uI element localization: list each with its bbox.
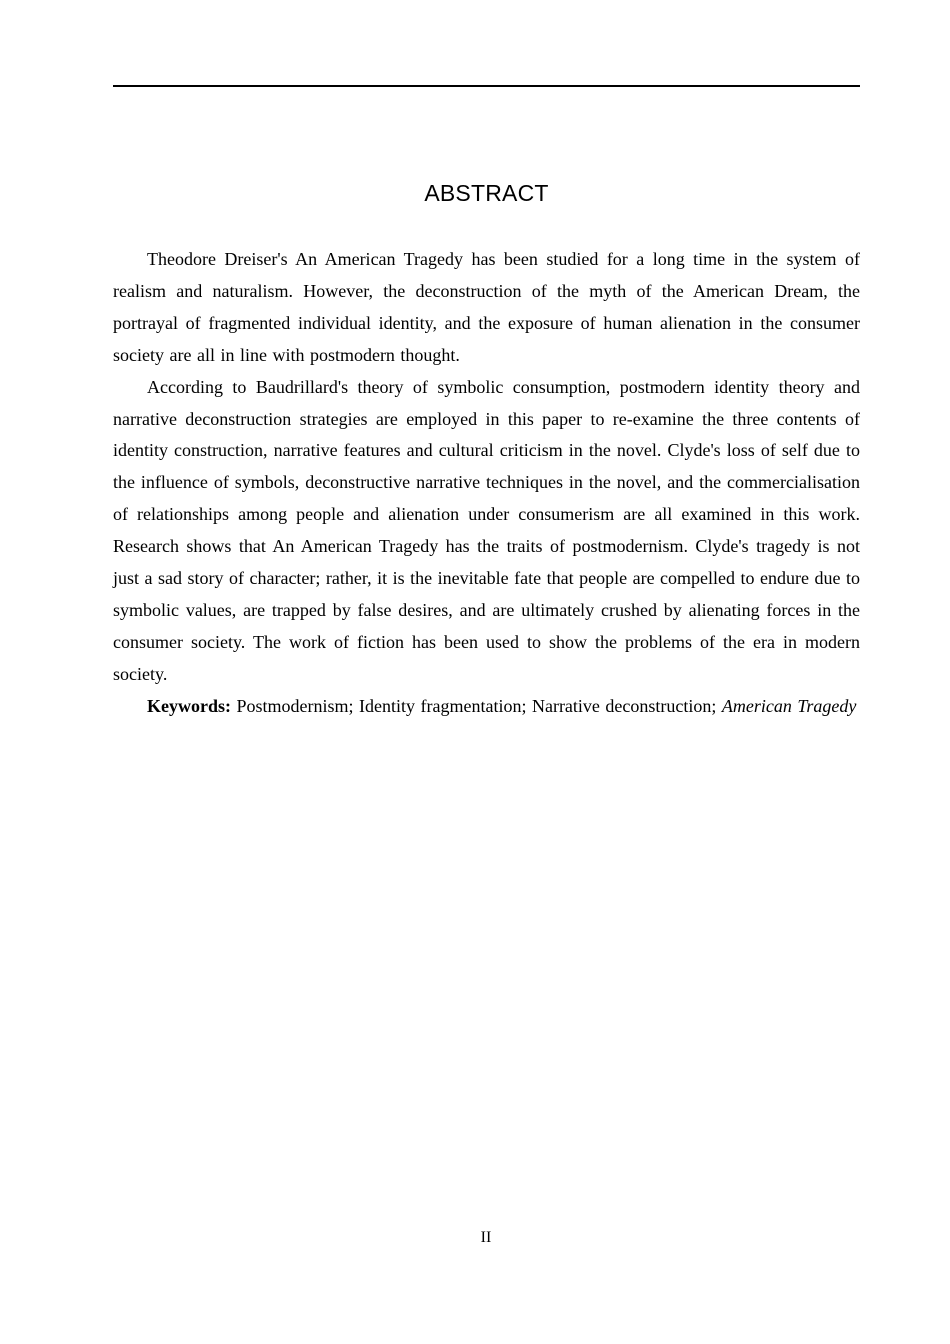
keywords-italic-term: American Tragedy (721, 695, 857, 716)
page-number: II (480, 1229, 492, 1246)
abstract-paragraph-2: According to Baudrillard's theory of symbolic consumption, postmodern identity theory and narrative deconstruction strategies are employed in this paper to re-examine the three contents of identity construction, narrative features and cultural criticism in the novel. Clyde's loss of self due to the influence of symbols, deconstructive narrative techniques in the novel, and the commercialisation of relationships among people and alienation under consumerism are all examined in this work. Research shows that An American Tragedy has the traits of postmodernism. Clyde's tragedy is not just a sad story of character; rather, it is the inevitable fate that people are compelled to endure due to symbolic values, are trapped by false desires, and are ultimately crushed by alienating forces in the consumer society. The work of fiction has been used to show the problems of the era in modern society. (113, 376, 860, 684)
abstract-body (113, 244, 860, 723)
keywords-line (113, 691, 860, 723)
keywords-label: Keywords: (147, 695, 231, 716)
keywords-terms: Postmodernism; Identity fragmentation; Narrative deconstruction; (236, 695, 717, 716)
abstract-title: ABSTRACT (424, 180, 549, 206)
header-rule (113, 85, 860, 87)
abstract-paragraph-1: Theodore Dreiser's An American Tragedy has been studied for a long time in the system of realism and naturalism. However, the deconstruction of the myth of the American Dream, the portrayal of fragmented individual identity, and the exposure of human alienation in the consumer society are all in line with postmodern thought. (113, 249, 860, 365)
